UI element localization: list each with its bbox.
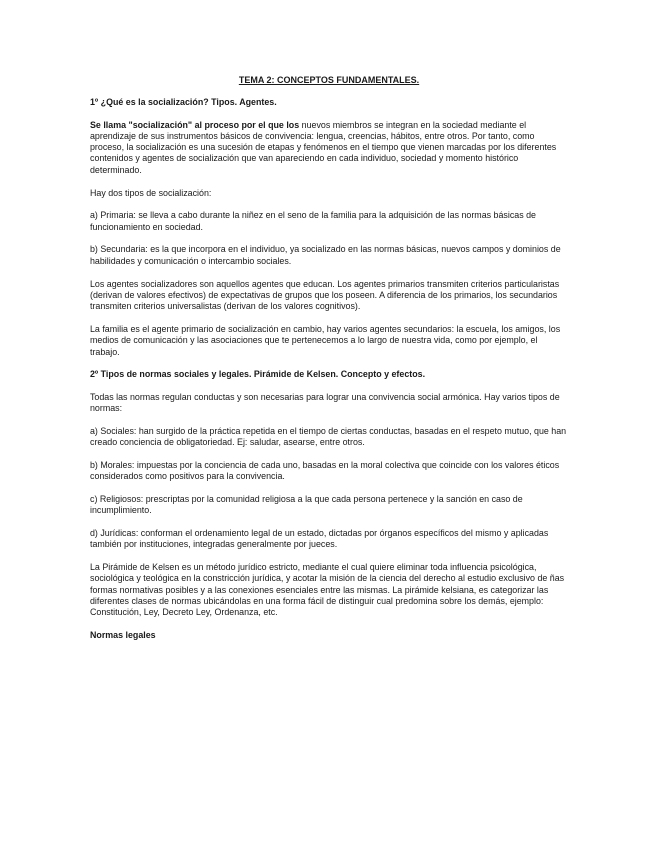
section-2-paragraph-1: Todas las normas regulan conductas y son necesarias para lograr una convivencia social armónica. Hay varios tipos de normas: (90, 391, 560, 413)
section-2-paragraph-4: c) Religiosos: prescriptas por la comunidad religiosa a la que cada persona pertenece y la sanción en caso de incumplimiento. (90, 493, 523, 516)
section-1-paragraph-2: Hay dos tipos de socialización: (90, 187, 212, 198)
section-1-paragraph-1 (90, 120, 568, 176)
document-body (90, 75, 568, 652)
document-title: TEMA 2: CONCEPTOS FUNDAMENTALES. (238, 75, 420, 85)
section-2-paragraph-3: b) Morales: impuestas por la conciencia de cada uno, basadas en la moral colectiva que coincide con los valores éticos considerados como positivos para la convivencia. (90, 459, 560, 482)
section-1-paragraph-3: a) Primaria: se lleva a cabo durante la niñez en el seno de la familia para la adquisición de las normas básicas de funcionamiento en sociedad. (90, 210, 536, 232)
section-1-paragraph-6: La familia es el agente primario de socialización en cambio, hay varios agentes secundarios: la escuela, los amigos, los medios de comunicación y las asociaciones que te pertenecemos a lo largo de nuestra vida, como por ejemplo, el trabajo. (90, 323, 561, 357)
section-2-paragraph-6: La Pirámide de Kelsen es un método jurídico estricto, mediante el cual quiere eliminar toda influencia psicológica, sociológica y teológica en la constricción jurídica, y acotar la misión de la ciencia del derecho al estudio exclusivo de ñas formas normativas posibles y a las conexiones esenciales entre las mismas. La pirámide kelsiana, es categorizar las diferentes clases de normas ubicándolas en una forma fácil de distinguir cual predomina sobre los demás, ejemplo: Constitución, Ley, Decreto Ley, Ordenanza, etc. (90, 562, 565, 618)
section-3-heading: Normas legales (90, 630, 156, 641)
section-2-heading: 2º Tipos de normas sociales y legales. Pirámide de Kelsen. Concepto y efectos. (90, 369, 426, 380)
section-1-paragraph-1-rest: nuevos miembros se integran en la sociedad mediante el aprendizaje de sus instrumentos básicos de convivencia: lengua, creencias, hábitos, entre otros. Por tanto, como proceso, la socialización es una sucesión de etapas y fenómenos en el tiempo que vienen marcadas por los diferentes contenidos y agentes de socialización que van apareciendo en cada individuo, sociedad y momento histórico determinado. (90, 119, 557, 175)
section-1-heading: 1º ¿Qué es la socialización? Tipos. Agentes. (90, 97, 277, 108)
section-1-paragraph-1-lead: Se llama "socialización" al proceso por el que los (90, 119, 300, 130)
section-2-paragraph-5: d) Jurídicas: conforman el ordenamiento legal de un estado, dictadas por órganos específicos del mismo y aplicadas también por instituciones, integradas generalmente por jueces. (90, 528, 549, 550)
section-2-paragraph-2: a) Sociales: han surgido de la práctica repetida en el tiempo de ciertas conductas, basadas en el respeto mutuo, que han creado conciencia de obligatoriedad. Ej: saludar, asearse, entre otros. (90, 425, 567, 448)
section-1-paragraph-5: Los agentes socializadores son aquellos agentes que educan. Los agentes primarios transmiten criterios particularistas (derivan de valores efectivos) de expectativas de grupos que los poseen. A diferencia de los primarios, los secundarios transmiten criterios universalistas (derivan de los valores cognitivos). (90, 278, 560, 312)
section-1-paragraph-4: b) Secundaria: es la que incorpora en el individuo, ya socializado en las normas básicas, nuevos campos y dominios de habilidades y comunicación o intercambio sociales. (90, 244, 561, 266)
